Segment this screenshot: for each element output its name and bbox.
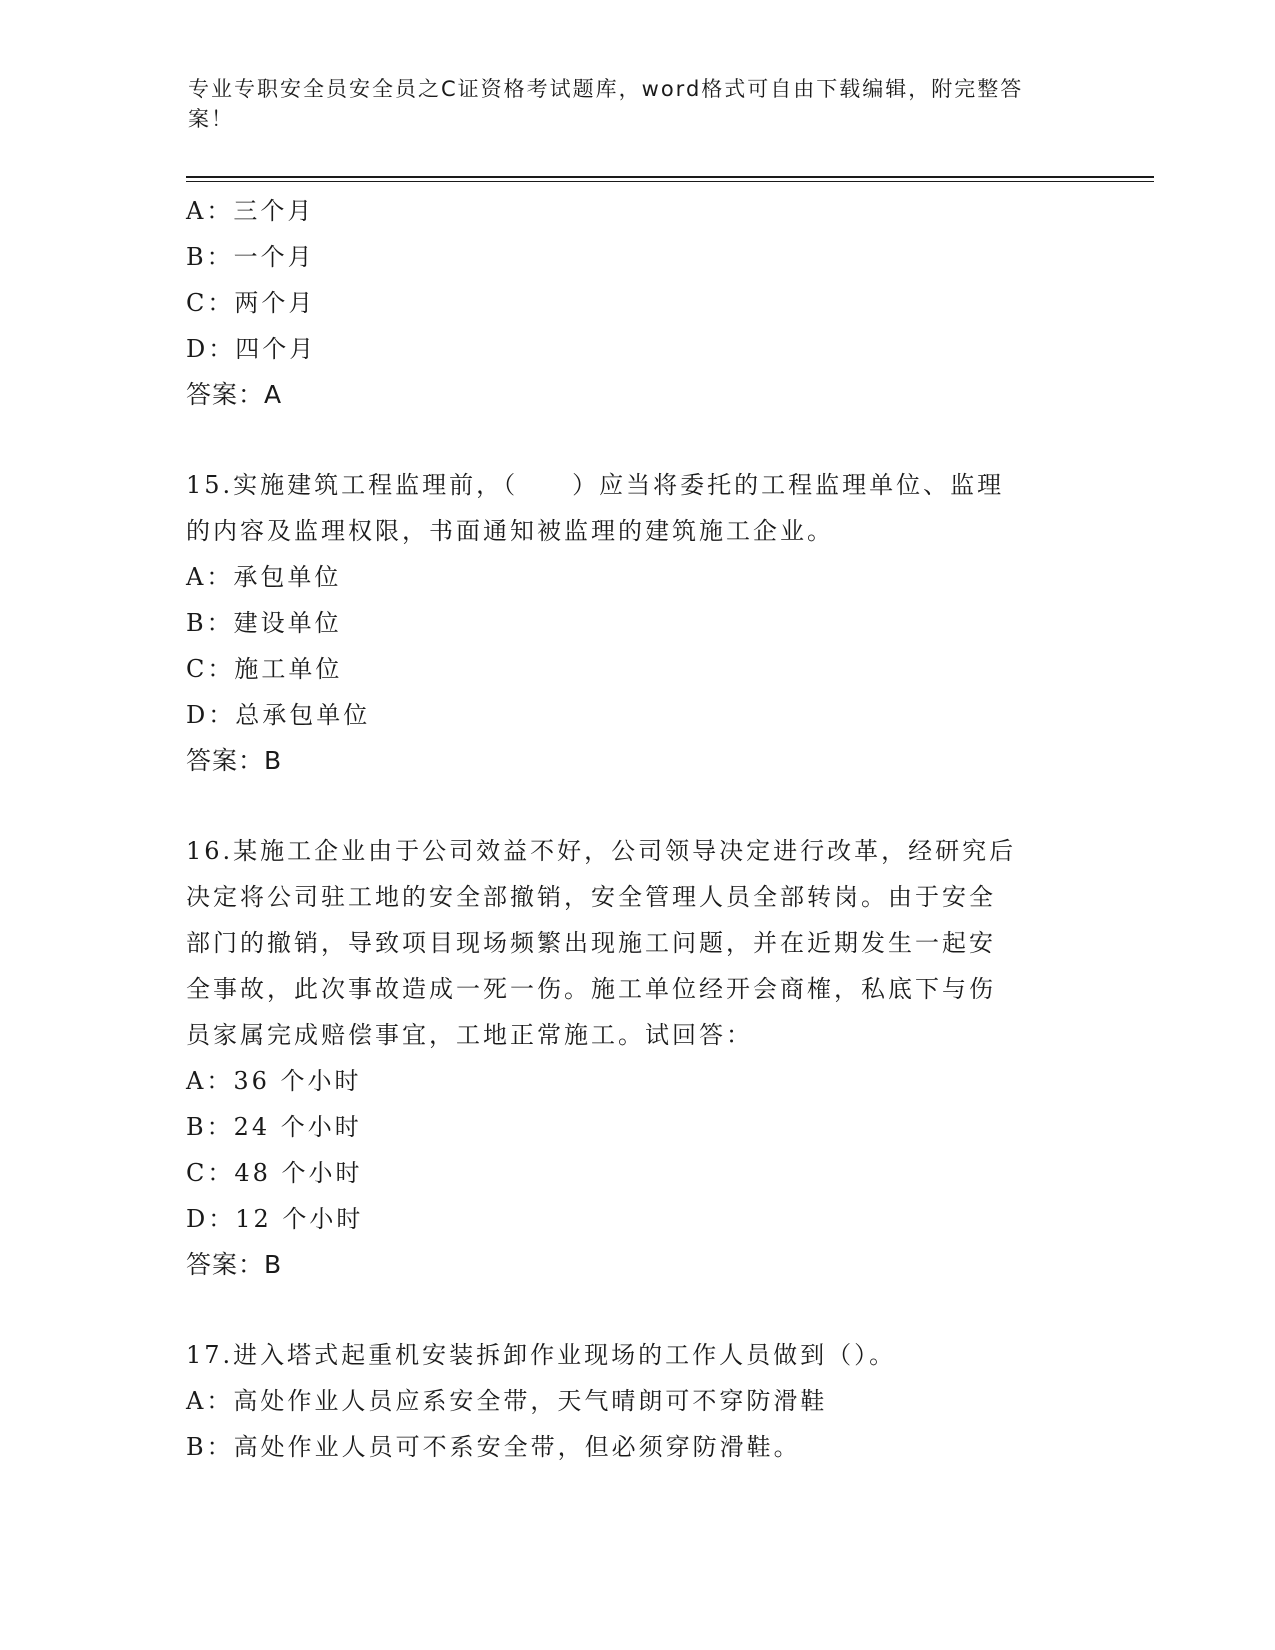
option-c: C：两个月 xyxy=(186,289,316,317)
option-a: A：承包单位 xyxy=(186,563,342,591)
question-stem-line: 决定将公司驻工地的安全部撤销，安全管理人员全部转岗。由于安全 xyxy=(186,883,996,911)
answer: 答案：A xyxy=(186,380,283,409)
option-b: B：建设单位 xyxy=(186,609,342,637)
question-14 xyxy=(186,188,1086,418)
option-c: C：48 个小时 xyxy=(186,1159,363,1187)
header-divider xyxy=(186,176,1154,178)
option-b: B：一个月 xyxy=(186,243,315,271)
question-stem-line: 16.某施工企业由于公司效益不好，公司领导决定进行改革，经研究后 xyxy=(186,837,1017,865)
question-15 xyxy=(186,462,1086,784)
header-divider-thin xyxy=(186,181,1154,182)
option-c: C：施工单位 xyxy=(186,655,343,683)
answer: 答案：B xyxy=(186,1250,283,1279)
question-list xyxy=(186,188,1086,1470)
page-header: 专业专职安全员安全员之C证资格考试题库，word格式可自由下载编辑，附完整答案！ xyxy=(188,77,1024,131)
option-a: A：三个月 xyxy=(186,197,315,225)
question-stem-line: 全事故，此次事故造成一死一伤。施工单位经开会商榷，私底下与伤 xyxy=(186,975,996,1003)
question-stem-line: 17.进入塔式起重机安装拆卸作业现场的工作人员做到（）。 xyxy=(186,1341,897,1369)
answer: 答案：B xyxy=(186,746,283,775)
option-d: D：四个月 xyxy=(186,335,317,363)
option-d: D：总承包单位 xyxy=(186,701,371,729)
option-a: A：高处作业人员应系安全带，天气晴朗可不穿防滑鞋 xyxy=(186,1387,828,1415)
question-stem-line: 员家属完成赔偿事宜，工地正常施工。试回答： xyxy=(186,1021,753,1049)
option-b: B：24 个小时 xyxy=(186,1113,362,1141)
question-16 xyxy=(186,828,1086,1288)
question-17 xyxy=(186,1332,1086,1470)
question-stem-line: 的内容及监理权限，书面通知被监理的建筑施工企业。 xyxy=(186,517,834,545)
option-d: D：12 个小时 xyxy=(186,1205,364,1233)
question-stem-line: 15.实施建筑工程监理前，（ ）应当将委托的工程监理单位、监理 xyxy=(186,471,1005,499)
option-a: A：36 个小时 xyxy=(186,1067,362,1095)
option-b: B：高处作业人员可不系安全带，但必须穿防滑鞋。 xyxy=(186,1433,801,1461)
question-stem-line: 部门的撤销，导致项目现场频繁出现施工问题，并在近期发生一起安 xyxy=(186,929,996,957)
